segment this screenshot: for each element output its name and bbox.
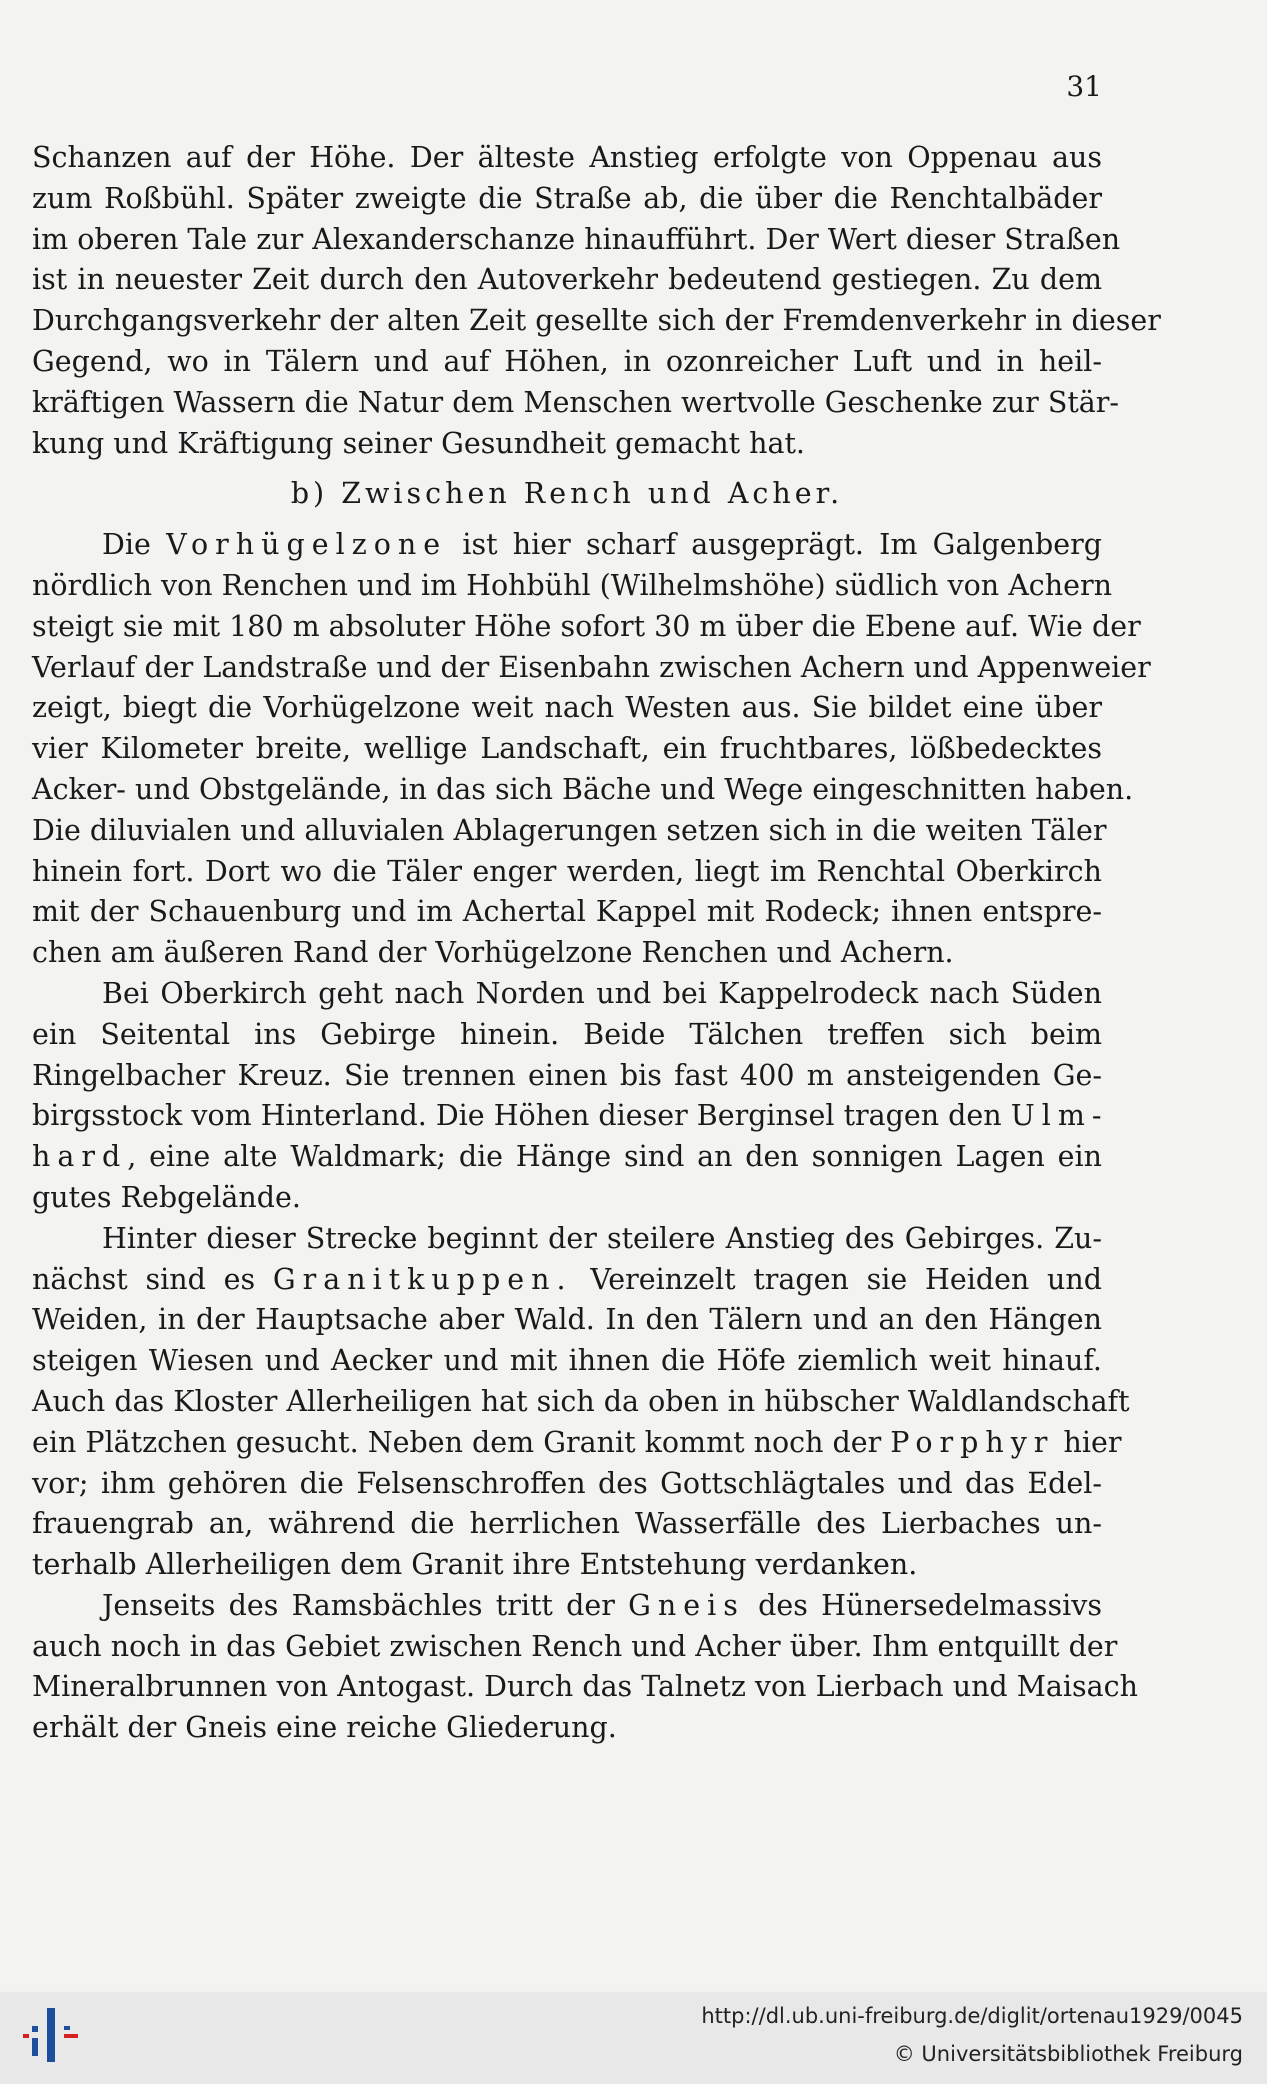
text-line: Gegend, wo in Tälern und auf Höhen, in ozonreicher Luft und in heil- [32,344,1102,378]
text-span: Jenseits des Ramsbächles tritt der [102,1588,615,1622]
text-line [32,1137,1102,1178]
text-line: Hinter dieser Strecke beginnt der steilere Anstieg des Gebirges. Zu- [102,1221,1102,1255]
text-line: Auch das Kloster Allerheiligen hat sich da oben in hübscher Waldlandschaft [32,1384,1130,1418]
text-span: nächst sind es [32,1262,256,1296]
text-line: gutes Rebgelände. [32,1180,301,1214]
emphasized-term: Porphyr [890,1425,1055,1459]
text-line: steigen Wiesen und Aecker und mit ihnen die Höfe ziemlich weit hinauf. [32,1344,1102,1378]
footer-bar [0,1992,1267,2084]
text-line: Weiden, in der Hauptsache aber Wald. In den Tälern und an den Hängen [32,1303,1102,1337]
text-span: ein Plätzchen gesucht. Neben dem Granit kommt noch der [32,1425,882,1459]
text-line: zeigt, biegt die Vorhügelzone weit nach Westen aus. Sie bildet eine über [32,691,1102,725]
text-span: ist hier scharf ausgeprägt. Im Galgenberg [462,528,1102,562]
text-line: vier Kilometer breite, wellige Landschaft, ein fruchtbares, lößbedecktes [32,732,1102,766]
text-line [32,1260,1102,1301]
text-line: vor; ihm gehören die Felsenschroffen des Gottschlägtales und das Edel- [32,1466,1102,1500]
text-line: Durchgangsverkehr der alten Zeit gesellte sich der Fremdenverkehr in dieser [32,304,1161,338]
text-line [32,525,1102,566]
text-line: Die diluvialen und alluvialen Ablagerungen setzen sich in die weiten Täler [32,813,1107,847]
body-text [32,138,1161,1749]
text-line: Mineralbrunnen von Antogast. Durch das Talnetz von Lierbach und Maisach [32,1670,1138,1704]
copyright-notice: © Universitätsbibliothek Freiburg [893,2042,1243,2066]
text-line: terhalb Allerheiligen dem Granit ihre Entstehung verdanken. [32,1548,918,1582]
text-line [32,1586,1102,1627]
text-line: erhält der Gneis eine reiche Gliederung. [32,1711,617,1745]
text-line [32,1096,1109,1137]
text-line: Ringelbacher Kreuz. Sie trennen einen bis fast 400 m ansteigenden Ge- [32,1058,1102,1092]
text-line: ist in neuester Zeit durch den Autoverkehr bedeutend gestiegen. Zu dem [32,263,1102,297]
text-span: , eine alte Waldmark; die Hänge sind an den sonnigen Lagen ein [127,1140,1102,1174]
text-line: Verlauf der Landstraße und der Eisenbahn zwischen Achern und Appenweier [32,650,1151,684]
text-line: nördlich von Renchen und im Hohbühl (Wilhelmshöhe) südlich von Achern [32,568,1112,602]
text-line: zum Roßbühl. Später zweigte die Straße ab, die über die Renchtalbäder [32,181,1102,215]
text-line: Acker- und Obstgelände, in das sich Bäche und Wege eingeschnitten haben. [32,772,1134,806]
text-line: Bei Oberkirch geht nach Norden und bei Kappelrodeck nach Süden [102,976,1102,1010]
text-line: hinein fort. Dort wo die Täler enger werden, liegt im Renchtal Oberkirch [32,854,1102,888]
text-line: Schanzen auf der Höhe. Der älteste Anstieg erfolgte von Oppenau aus [32,141,1102,174]
text-line: kung und Kräftigung seiner Gesundheit gemacht hat. [32,426,805,460]
section-heading: b) Zwischen Rench und Acher. [290,477,844,511]
emphasized-term: Granitkuppen. [272,1262,573,1296]
text-line: auch noch in das Gebiet zwischen Rench und Acher über. Ihm entquillt der [32,1629,1118,1663]
text-line: im oberen Tale zur Alexanderschanze hinaufführt. Der Wert dieser Straßen [32,222,1121,256]
text-line: kräftigen Wassern die Natur dem Menschen wertvolle Geschenke zur Stär- [32,385,1120,419]
text-span: des Hünersedelmassivs [758,1588,1102,1622]
text-line [32,1423,1122,1464]
text-span: birgsstock vom Hinterland. Die Höhen dieser Berginsel tragen den [32,1099,1002,1133]
emphasized-term: Gneis [628,1588,745,1622]
text-span: Vereinzelt tragen sie Heiden und [590,1262,1102,1296]
text-line: mit der Schauenburg und im Achertal Kappel mit Rodeck; ihnen entspre- [32,895,1102,929]
emphasized-term: Vorhügelzone [166,528,448,562]
ub-freiburg-logo-icon[interactable] [20,2004,82,2066]
text-span: hier [1063,1425,1122,1459]
page-number: 31 [1066,70,1102,103]
emphasized-term: Ulm- [1010,1099,1109,1133]
text-line: steigt sie mit 180 m absoluter Höhe sofort 30 m über die Ebene auf. Wie der [32,609,1141,643]
text-line: chen am äußeren Rand der Vorhügelzone Renchen und Achern. [32,936,954,970]
text-line: ein Seitental ins Gebirge hinein. Beide Tälchen treffen sich beim [32,1017,1102,1051]
source-url-link[interactable]: http://dl.ub.uni-freiburg.de/diglit/ortenau1929/0045 [701,2004,1243,2028]
emphasized-term: hard [32,1140,128,1174]
text-span: Die [102,528,151,562]
text-line: frauengrab an, während die herrlichen Wasserfälle des Lierbaches un- [32,1507,1102,1541]
